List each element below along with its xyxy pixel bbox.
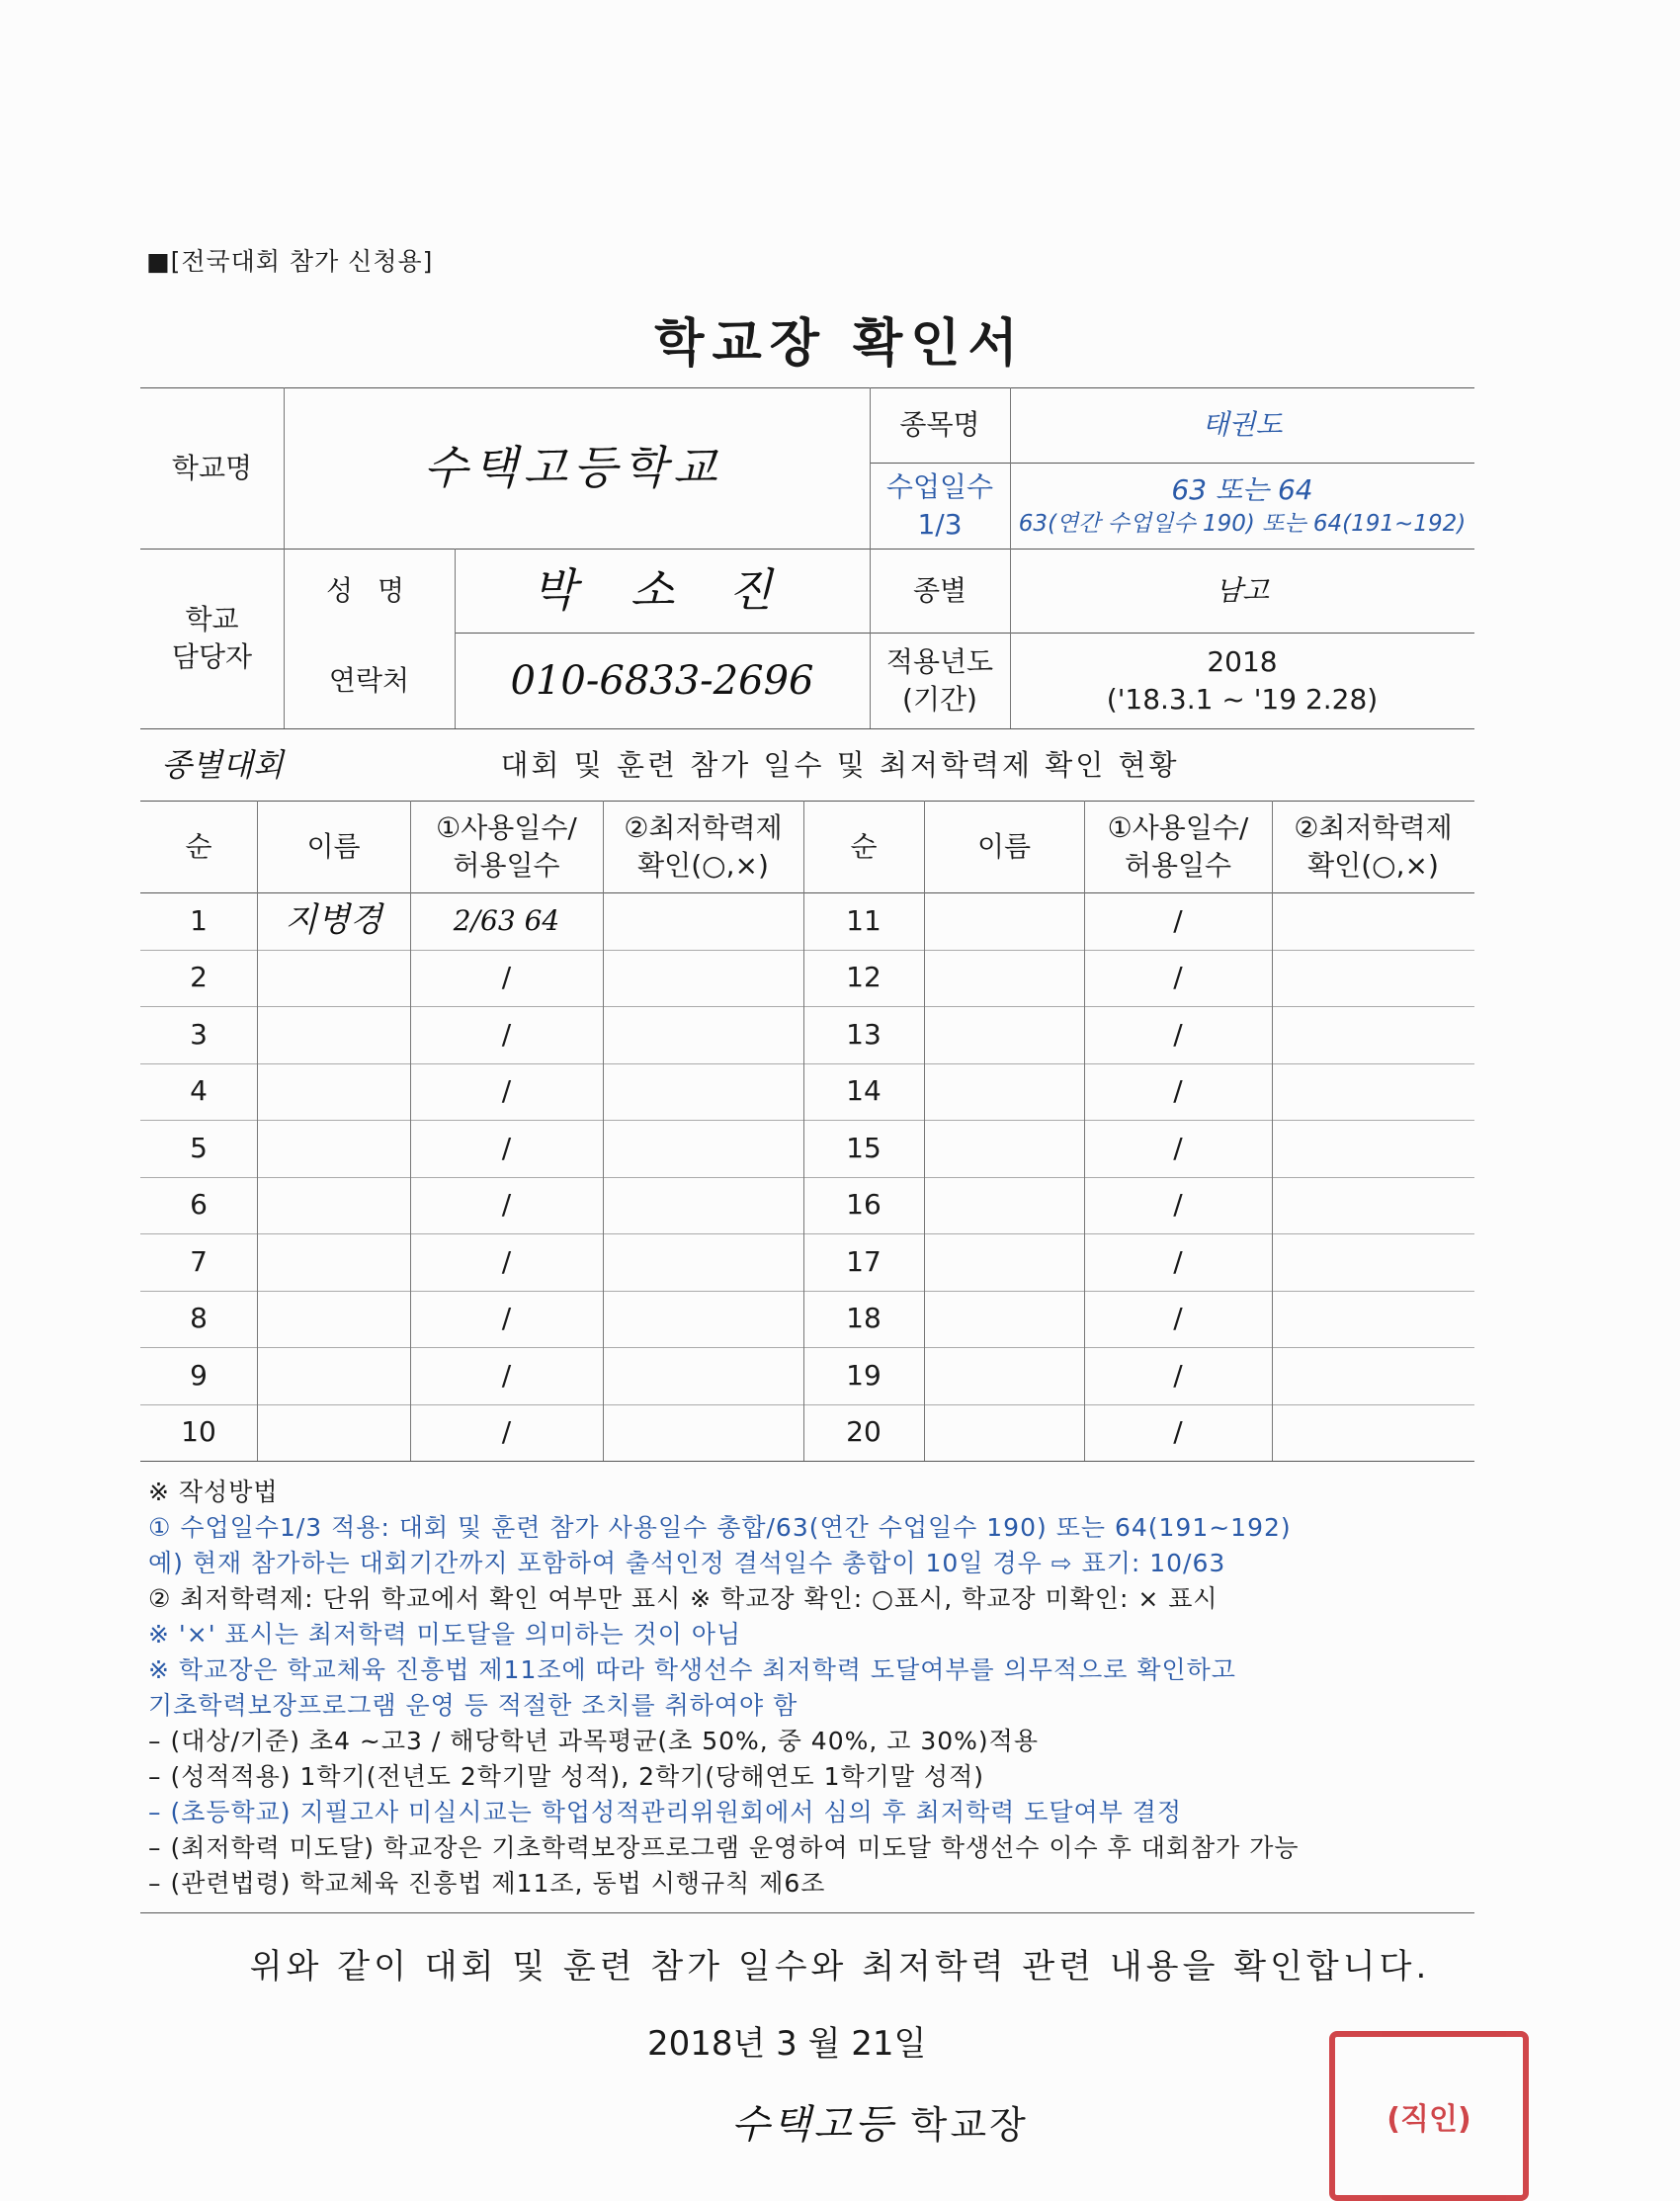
seal-note: (직인) [1386,2102,1471,2137]
sport-value: 태권도 [1202,408,1283,442]
header-no-right: 순 [850,829,878,863]
cell-grade [603,1120,803,1177]
school-name-value: 수택고등학교 [423,441,723,495]
gender-category-label: 종별 [912,573,967,607]
cell-no: 11 [846,903,882,937]
cell-name [257,1233,410,1291]
cell-no: 6 [190,1188,208,1222]
instruction-line: – (성적적용) 1학기(전년도 2학기말 성적), 2학기(당해연도 1학기말 성적) [148,1762,984,1791]
header-days-right-line2: 허용일수 [1124,848,1232,882]
cell-no: 18 [846,1302,882,1335]
cell-grade [603,1177,803,1234]
instruction-line: – (초등학교) 지필고사 미실시교는 학업성적관리위원회에서 심의 후 최저학력 도달여부 결정 [148,1798,1183,1826]
cell-days: / [1173,903,1183,937]
class-days-value-line2: 63(연간 수업일수 190) 또는 64(191~192) [1018,510,1467,537]
header-name-left: 이름 [306,829,361,863]
instruction-line: 예) 현재 참가하는 대회기간까지 포함하여 출석인정 결석일수 총합이 10일 경우 ⇨ 표기: 10/63 [148,1549,1226,1577]
cell-name [924,950,1084,1007]
cell-no: 20 [846,1415,882,1449]
cell-days: / [501,1131,512,1164]
header-no-left: 순 [185,829,212,863]
cell-grade [603,892,803,950]
cell-no: 9 [190,1358,208,1392]
phone-label: 연락처 [328,663,410,697]
sport-label: 종목명 [899,408,980,442]
cell-days: / [501,1358,512,1392]
cell-no: 8 [190,1302,208,1335]
cell-grade [1272,950,1474,1007]
phone-value: 010-6833-2696 [510,657,814,704]
handwritten-note: 종별대회 [161,746,284,785]
cell-no: 7 [190,1244,208,1278]
cell-days: / [1173,1358,1183,1392]
signer-role: 학교장 [910,2103,1029,2147]
cell-no: 16 [846,1188,882,1222]
header-days-left-line1: ①사용일수/ [436,810,577,844]
class-days-value [1010,463,1474,549]
header-grade-left-line2: 확인(○,×) [637,848,769,882]
instruction-line: – (관련법령) 학교체육 진흥법 제11조, 동법 시행규칙 제6조 [148,1869,826,1898]
header-grade-right [1272,801,1474,892]
cell-days: / [1173,1131,1183,1164]
cell-grade [603,1347,803,1404]
signer-school: 수택고등 [731,2102,896,2148]
cell-days: / [1173,1074,1183,1108]
cell-days: / [501,1017,512,1051]
cell-grade [603,950,803,1007]
cell-grade [1272,1063,1474,1121]
year-value-line1: 2018 [1207,644,1278,678]
school-seal-stamp [1329,2031,1529,2201]
cell-grade [603,1006,803,1063]
form-type-tag: ■[전국대회 참가 신청용] [146,247,434,276]
cell-grade [1272,1291,1474,1348]
signature-date: 2018년 3 월 21일 [647,2024,927,2064]
cell-days: / [1173,961,1183,994]
cell-grade [1272,1347,1474,1404]
cell-no: 14 [846,1074,882,1108]
cell-days: / [501,961,512,994]
cell-days: / [501,1415,512,1449]
cell-name [924,1063,1084,1121]
class-days-value-line1: 63 또는 64 [1171,473,1313,507]
cell-grade [603,1291,803,1348]
header-days-right-line1: ①사용일수/ [1107,810,1249,844]
instruction-line: ※ 작성방법 [148,1478,279,1506]
cell-name [257,1177,410,1234]
year-value [1010,633,1474,728]
cell-no: 13 [846,1017,882,1051]
header-grade-left-line1: ②최저학력제 [624,810,783,844]
cell-days: / [501,1244,512,1278]
cell-no: 5 [190,1131,208,1164]
cell-name [257,1063,410,1121]
cell-grade [603,1233,803,1291]
instruction-line: ① 수업일수1/3 적용: 대회 및 훈련 참가 사용일수 총합/63(연간 수업일수 190) 또는 64(191~192) [148,1513,1292,1542]
cell-no: 4 [190,1074,208,1108]
header-days-left [410,801,603,892]
class-days-label [870,463,1010,549]
year-label-line2: (기간) [902,682,977,716]
header-grade-left [603,801,803,892]
instruction-line: 기초학력보장프로그램 운영 등 적절한 조치를 취하여야 함 [148,1691,798,1720]
cell-name [257,1120,410,1177]
class-days-label-line2: 1/3 [917,507,963,541]
cell-name [924,1006,1084,1063]
cell-grade [603,1063,803,1121]
cell-days: / [1173,1415,1183,1449]
instruction-line: – (대상/기준) 초4 ~고3 / 해당학년 과목평균(초 50%, 중 40%, 고 30%)적용 [148,1727,1039,1755]
cell-no: 2 [190,961,208,994]
cell-name [924,1347,1084,1404]
cell-no: 3 [190,1017,208,1051]
instruction-line: – (최저학력 미도달) 학교장은 기초학력보장프로그램 운영하여 미도달 학생선수 이수 후 대회참가 가능 [148,1833,1300,1862]
person-name-value: 박 소 진 [532,563,793,618]
cell-days: / [501,1188,512,1222]
cell-name [924,1404,1084,1462]
cell-name [924,1177,1084,1234]
cell-name [257,950,410,1007]
cell-days: 2/63 64 [453,903,560,937]
cell-name [924,1291,1084,1348]
cell-no: 12 [846,961,882,994]
cell-no: 10 [181,1415,216,1449]
instruction-line: ※ 학교장은 학교체육 진흥법 제11조에 따라 학생선수 최저학력 도달여부를 의무적으로 확인하고 [148,1655,1236,1684]
gender-category-value: 남고 [1215,573,1270,607]
cell-name [257,1404,410,1462]
cell-grade [1272,1177,1474,1234]
cell-no: 15 [846,1131,882,1164]
instruction-line: ② 최저학력제: 단위 학교에서 확인 여부만 표시 ※ 학교장 확인: ○표시, 학교장 미확인: × 표시 [148,1584,1218,1613]
cell-no: 19 [846,1358,882,1392]
cell-days: / [501,1074,512,1108]
cell-days: / [1173,1188,1183,1222]
contact-person-label-line2: 담당자 [171,640,253,673]
instruction-line: ※ '×' 표시는 최저학력 미도달을 의미하는 것이 아님 [148,1620,742,1649]
cell-name [257,1347,410,1404]
year-label [870,633,1010,728]
cell-name [924,1233,1084,1291]
contact-person-label [140,549,284,728]
school-name-label: 학교명 [171,451,253,484]
cell-name [924,892,1084,950]
cell-days: / [1173,1017,1183,1051]
document-title: 학교장 확인서 [654,314,1026,374]
signer-line [731,2093,1029,2150]
cell-grade [1272,892,1474,950]
cell-days: / [1173,1302,1183,1335]
cell-grade [1272,1120,1474,1177]
header-name-right: 이름 [976,829,1032,863]
year-label-line1: 적용년도 [885,644,994,678]
header-grade-right-line1: ②최저학력제 [1294,810,1453,844]
contact-person-label-line1: 학교 [185,603,239,636]
cell-grade [1272,1233,1474,1291]
cell-days: / [501,1302,512,1335]
person-name-label: 성 명 [326,573,412,607]
cell-name [257,1006,410,1063]
header-grade-right-line2: 확인(○,×) [1307,848,1439,882]
header-days-right [1084,801,1272,892]
header-days-left-line2: 허용일수 [453,848,560,882]
cell-grade [603,1404,803,1462]
section-heading: 대회 및 훈련 참가 일수 및 최저학력제 확인 현황 [500,748,1180,783]
cell-grade [1272,1006,1474,1063]
cell-no: 17 [846,1244,882,1278]
cell-no: 1 [190,903,208,937]
class-days-label-line1: 수업일수 [885,469,994,503]
cell-name [924,1120,1084,1177]
cell-name [257,1291,410,1348]
cell-grade [1272,1404,1474,1462]
year-value-line2: ('18.3.1 ~ '19 2.28) [1106,682,1379,716]
cell-days: / [1173,1244,1183,1278]
confirmation-statement: 위와 같이 대회 및 훈련 참가 일수와 최저학력 관련 내용을 확인합니다. [249,1947,1431,1987]
cell-name: 지병경 [285,899,382,940]
